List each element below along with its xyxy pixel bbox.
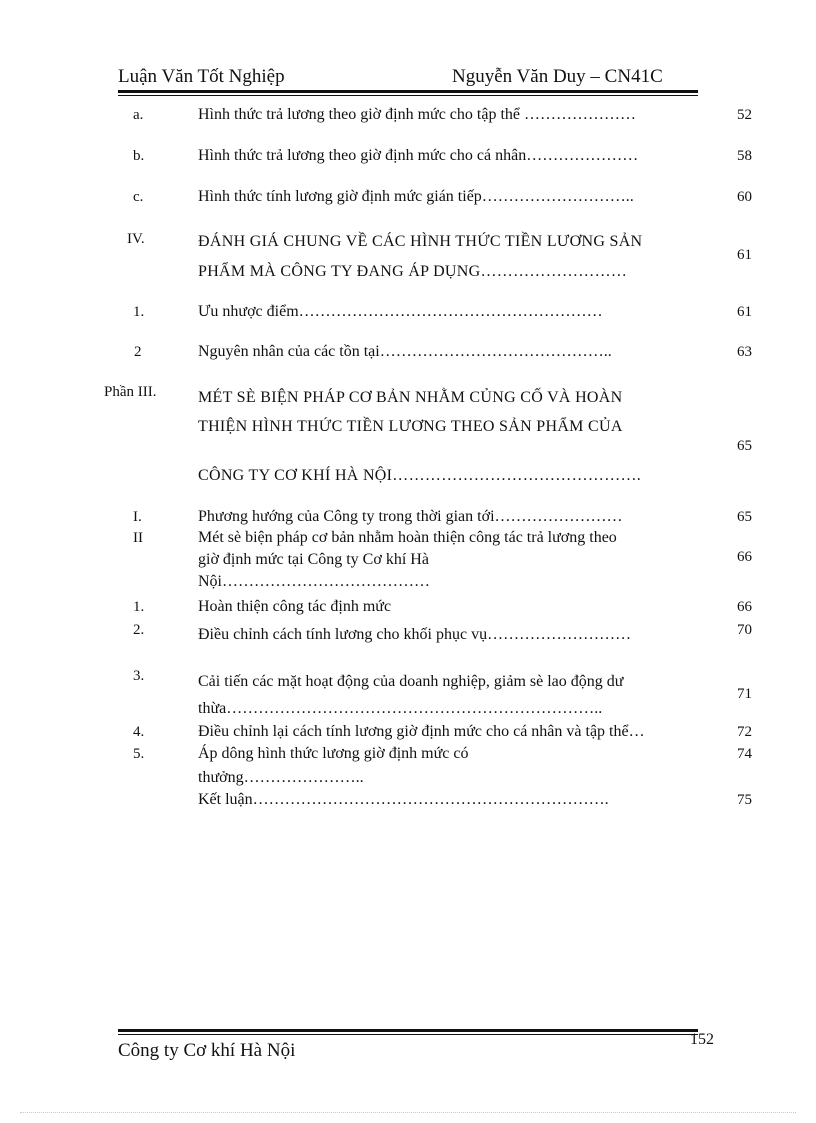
toc-number: IV. <box>127 231 145 247</box>
toc-entry-title: Kết luận…………………………………………………………. <box>198 791 609 808</box>
toc-number: 2 <box>134 344 142 360</box>
toc-number: II <box>133 530 143 546</box>
toc-number: I. <box>133 509 142 525</box>
toc-entry-title: Nguyên nhân của các tồn tại…………………………………….. <box>198 343 612 360</box>
header-author: Nguyễn Văn Duy – CN41C <box>452 66 663 87</box>
toc-number: b. <box>133 148 145 164</box>
toc-page-number: 63 <box>737 344 752 360</box>
toc-number: c. <box>133 189 144 205</box>
toc-entry-title: Hình thức trả lương theo giờ định mức cho cá nhân………………… <box>198 147 639 164</box>
toc-entry-title-cont: giờ định mức tại Công ty Cơ khí Hà <box>198 551 429 568</box>
toc-page-number: 61 <box>737 304 752 320</box>
toc-entry-title: Áp dông hình thức lương giờ định mức có <box>198 745 469 762</box>
toc-entry-title: Điều chỉnh lại cách tính lương giờ định mức cho cá nhân và tập thể… <box>198 723 645 740</box>
toc-number: Phần III. <box>104 384 157 400</box>
toc-page-number: 58 <box>737 148 752 164</box>
page-bottom-border <box>20 1112 796 1113</box>
header-rule <box>118 90 698 93</box>
toc-number: 2. <box>133 622 145 638</box>
toc-entry-title-cont: CÔNG TY CƠ KHÍ HÀ NỘI………………………………………. <box>198 467 642 484</box>
toc-number: 1. <box>133 599 145 615</box>
toc-page-number: 75 <box>737 792 752 808</box>
toc-number: 4. <box>133 724 145 740</box>
toc-page-number: 70 <box>737 622 752 638</box>
toc-number: 1. <box>133 304 145 320</box>
toc-page-number: 71 <box>737 686 752 702</box>
toc-entry-title: Ưu nhược điểm………………………………………………… <box>198 303 603 320</box>
toc-entry-title-cont: Nội………………………………… <box>198 573 430 590</box>
toc-entry-title: Phương hướng của Công ty trong thời gian tới…………………… <box>198 508 623 525</box>
toc-page-number: 61 <box>737 247 752 263</box>
toc-entry-title-cont: thừa…………………………………………………………….. <box>198 700 603 717</box>
toc-entry-title-cont: THIỆN HÌNH THỨC TIỀN LƯƠNG THEO SẢN PHẨM CỦA <box>198 418 623 435</box>
toc-page-number: 65 <box>737 509 752 525</box>
toc-number: 3. <box>133 668 145 684</box>
toc-entry-title: Cải tiến các mặt hoạt động của doanh nghiệp, giảm sè lao động dư <box>198 673 624 690</box>
toc-entry-title: Mét sè biện pháp cơ bản nhằm hoàn thiện công tác trả lương theo <box>198 529 617 546</box>
toc-page-number: 65 <box>737 438 752 454</box>
toc-entry-title: MÉT SÈ BIỆN PHÁP CƠ BẢN NHẰM CỦNG CỐ VÀ HOÀN <box>198 389 623 406</box>
toc-page-number: 60 <box>737 189 752 205</box>
footer-rule <box>118 1029 698 1032</box>
footer-company: Công ty Cơ khí Hà Nội <box>118 1040 296 1061</box>
toc-entry-title: Hình thức trả lương theo giờ định mức cho tập thể ………………… <box>198 106 636 123</box>
toc-entry-title-cont: PHẨM MÀ CÔNG TY ĐANG ÁP DỤNG……………………… <box>198 263 628 280</box>
toc-number: 5. <box>133 746 145 762</box>
toc-page-number: 52 <box>737 107 752 123</box>
toc-page-number: 66 <box>737 599 752 615</box>
toc-page-number: 74 <box>737 746 752 762</box>
toc-entry-title: Hình thức tính lương giờ định mức gián tiếp……………………….. <box>198 188 634 205</box>
toc-entry-title-cont: thưởng………………….. <box>198 769 364 786</box>
header-thesis-title: Luận Văn Tốt Nghiệp <box>118 66 285 87</box>
toc-page-number: 66 <box>737 549 752 565</box>
toc-entry-title: ĐÁNH GIÁ CHUNG VỀ CÁC HÌNH THỨC TIỀN LƯƠNG SẢN <box>198 233 643 250</box>
toc-number: a. <box>133 107 144 123</box>
toc-entry-title: Điều chỉnh cách tính lương cho khối phục vụ……………………… <box>198 626 632 643</box>
header-rule-thin <box>118 95 698 96</box>
footer-page-number: 152 <box>690 1031 714 1048</box>
footer-rule-thin <box>118 1034 698 1035</box>
toc-page-number: 72 <box>737 724 752 740</box>
toc-entry-title: Hoàn thiện công tác định mức <box>198 598 392 615</box>
